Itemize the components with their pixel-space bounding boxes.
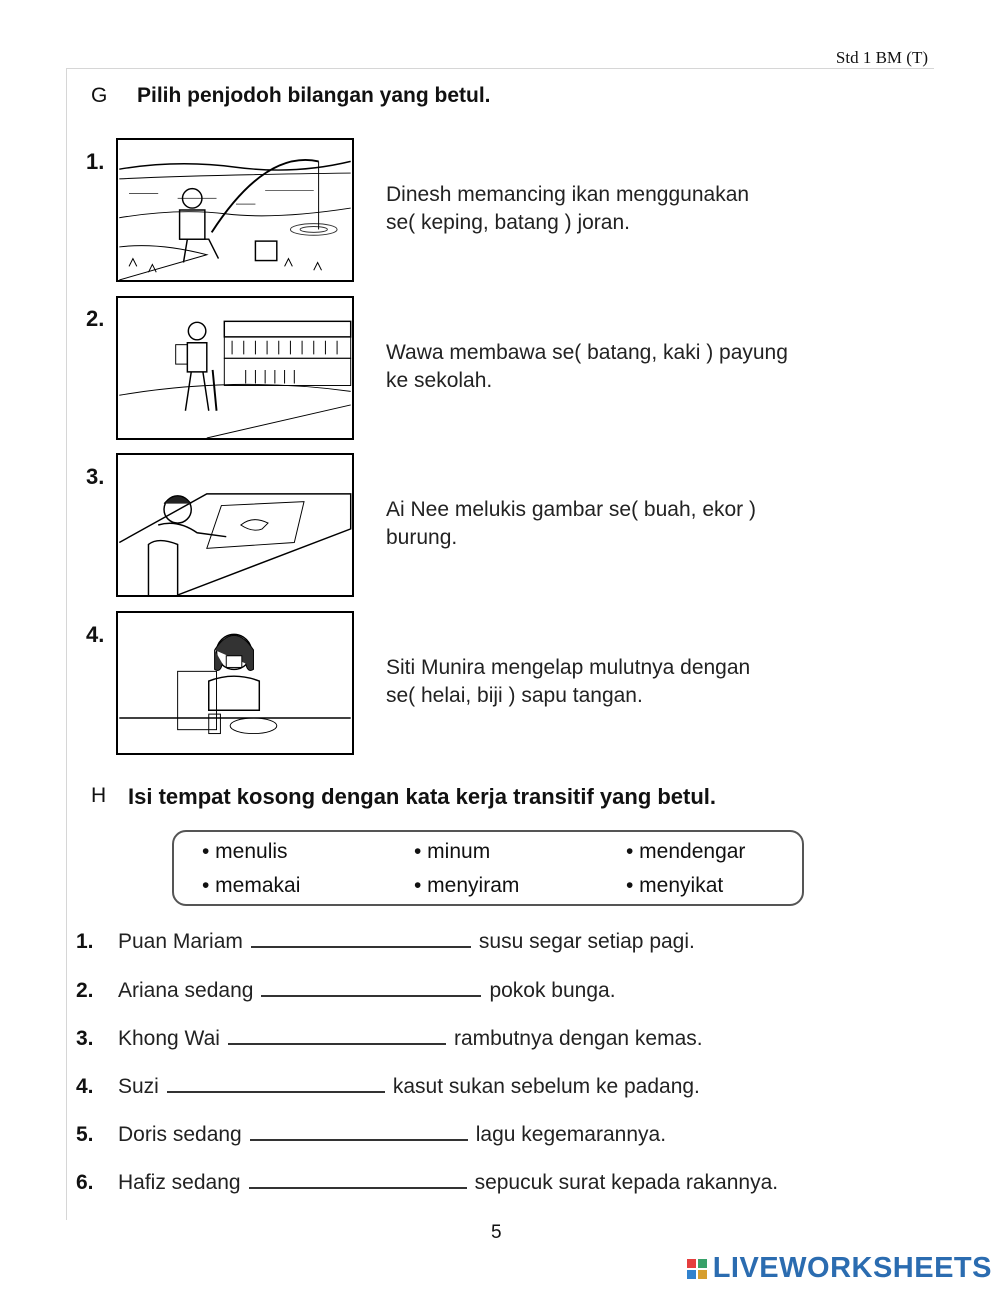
fill-item-before: Puan Mariam bbox=[118, 930, 243, 953]
section-g-letter: G bbox=[91, 84, 108, 107]
g-item-question bbox=[386, 496, 906, 552]
g-item-number: 3. bbox=[86, 464, 105, 489]
frame-top-rule bbox=[66, 68, 934, 69]
g-item-line: se( helai, biji ) sapu tangan. bbox=[386, 684, 643, 707]
g-item-question bbox=[386, 654, 906, 710]
g-item-line: Wawa membawa se( batang, kaki ) payung bbox=[386, 341, 788, 364]
section-g-title: Pilih penjodoh bilangan yang betul. bbox=[137, 84, 491, 107]
fill-item-before: Suzi bbox=[118, 1075, 159, 1098]
g-item-number: 1. bbox=[86, 149, 105, 174]
section-h-title: Isi tempat kosong dengan kata kerja transitif yang betul. bbox=[128, 784, 717, 809]
g-item-line: ke sekolah. bbox=[386, 369, 493, 392]
g-item-line: Dinesh memancing ikan menggunakan bbox=[386, 183, 750, 206]
fill-item-before: Ariana sedang bbox=[118, 979, 254, 1002]
word-option: • minum bbox=[414, 840, 491, 863]
word-option: • menyikat bbox=[626, 874, 724, 897]
g-item-line: Siti Munira mengelap mulutnya dengan bbox=[386, 656, 751, 679]
fill-item-number: 1. bbox=[76, 930, 94, 953]
fill-item-number: 5. bbox=[76, 1123, 94, 1146]
fill-item bbox=[118, 1123, 666, 1147]
fill-item-number: 6. bbox=[76, 1171, 94, 1194]
answer-blank[interactable] bbox=[167, 1077, 385, 1093]
g-item-number: 4. bbox=[86, 622, 105, 647]
fill-item bbox=[118, 979, 616, 1003]
fill-item-after: kasut sukan sebelum ke padang. bbox=[392, 1075, 700, 1098]
answer-blank[interactable] bbox=[228, 1029, 446, 1045]
fill-item-before: Doris sedang bbox=[118, 1123, 242, 1146]
fill-item-before: Hafiz sedang bbox=[118, 1171, 241, 1194]
fill-item-number: 2. bbox=[76, 979, 94, 1002]
word-option: • memakai bbox=[202, 874, 301, 897]
fill-item bbox=[118, 1027, 703, 1051]
page-number: 5 bbox=[491, 1222, 502, 1243]
answer-blank[interactable] bbox=[250, 1125, 468, 1141]
section-h-letter: H bbox=[91, 784, 107, 807]
word-option: • menulis bbox=[202, 840, 288, 863]
word-option: • mendengar bbox=[626, 840, 746, 863]
g-item-line: se( keping, batang ) joran. bbox=[386, 211, 630, 234]
fill-item bbox=[118, 1171, 778, 1195]
fill-item-number: 3. bbox=[76, 1027, 94, 1050]
answer-blank[interactable] bbox=[249, 1173, 467, 1189]
fill-item-after: rambutnya dengan kemas. bbox=[453, 1027, 703, 1050]
fill-item-after: sepucuk surat kepada rakannya. bbox=[474, 1171, 779, 1194]
liveworksheets-icon bbox=[687, 1259, 707, 1279]
fill-item-after: lagu kegemarannya. bbox=[475, 1123, 667, 1146]
fill-item bbox=[118, 1075, 700, 1099]
fishing-illustration bbox=[116, 138, 354, 282]
liveworksheets-logo bbox=[687, 1252, 992, 1285]
frame-left-rule bbox=[66, 68, 67, 1220]
page-header: Std 1 BM (T) bbox=[835, 48, 928, 67]
fill-item bbox=[118, 930, 695, 954]
answer-blank[interactable] bbox=[251, 932, 471, 948]
g-item-line: burung. bbox=[386, 526, 458, 549]
g-item-number: 2. bbox=[86, 306, 105, 331]
g-item-question bbox=[386, 181, 906, 237]
fill-item-before: Khong Wai bbox=[118, 1027, 220, 1050]
brand-name: LIVEWORKSHEETS bbox=[712, 1252, 992, 1284]
drawing-bird-illustration bbox=[116, 453, 354, 597]
fill-item-after: susu segar setiap pagi. bbox=[478, 930, 695, 953]
fill-item-number: 4. bbox=[76, 1075, 94, 1098]
school-umbrella-illustration bbox=[116, 296, 354, 440]
word-option: • menyiram bbox=[414, 874, 520, 897]
g-item-line: Ai Nee melukis gambar se( buah, ekor ) bbox=[386, 498, 756, 521]
girl-napkin-illustration bbox=[116, 611, 354, 755]
answer-blank[interactable] bbox=[261, 981, 481, 997]
fill-item-after: pokok bunga. bbox=[489, 979, 616, 1002]
g-item-question bbox=[386, 339, 906, 395]
